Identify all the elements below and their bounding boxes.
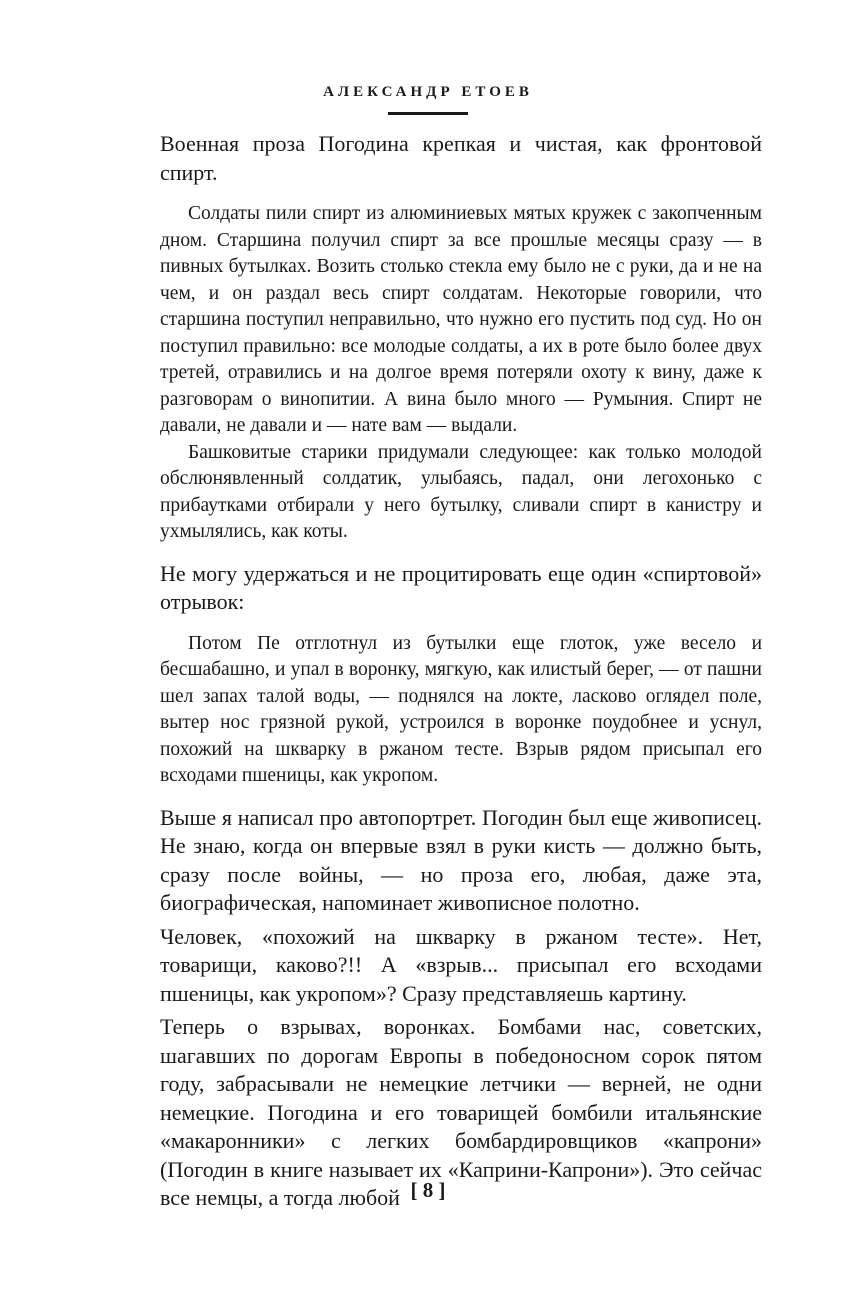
quote-paragraph: Башковитые старики придумали следующее: как только молодой обслюнявленный солдатик, улыбаясь, падал, они легохонько с прибаутками отбирали у него бутылку, сливали спирт в канистру и ухмылялись, как коты. [160,441,762,542]
paragraph-painter: Выше я написал про автопортрет. Погодин был еще живописец. Не знаю, когда он впервые взял в руки кисть — должно быть, сразу после войны, — но проза его, любая, даже эта, биографическая, напоминает живописное полотно. [160,804,762,915]
quote-block-2 [160,631,762,790]
quote-block-1 [160,201,762,546]
paragraph-comment: Человек, «похожий на шкварку в ржаном тесте». Нет, товарищи, каково?!! А «взрыв... присыпал его всходами пшеницы, как укропом»? Сразу представляешь картину. [160,923,762,1006]
page-number [0,1178,856,1203]
quote-paragraph: Потом Пе отглотнул из бутылки еще глоток, уже весело и бесшабашно, и упал в воронку, мягкую, как илистый берег, — от пашни шел запах талой воды, — поднялся на локте, ласково оглядел поле, вытер нос грязной рукой, устроился в воронке поудобнее и уснул, похожий на шкварку в ржаном тесте. Взрыв рядом присыпал его всходами пшеницы, как укропом. [160,632,762,786]
quote-paragraph: Солдаты пили спирт из алюминиевых мятых кружек с закопченным дном. Старшина получил спирт за все прошлые месяцы сразу — в пивных бутылках. Возить столько стекла ему было не с руки, да и не на чем, и он раздал весь спирт солдатам. Некоторые говорили, что старшина поступил неправильно, что нужно его пустить под суд. Но он поступил правильно: все молодые солдаты, а их в роте было более двух третей, отравились и на долгое время потеряли охоту к вину, даже к разговорам о винопитии. А вина было много — Румыния. Спирт не давали, не давали и — нате вам — выдали. [160,203,762,436]
paragraph-bombers: Теперь о взрывах, воронках. Бомбами нас, советских, шагавших по дорогам Европы в победоносном сорок пятом году, забрасывали не немецкие летчики — верней, не одни немецкие. Погодина и его товарищей бомбили итальянские «макаронники» с легких бомбардировщиков «капрони» (Погодин в книге называет их «Каприни-Капрони»). Это сейчас все немцы, а тогда любой [160,1014,762,1210]
paragraph-intro: Военная проза Погодина крепкая и чистая, как фронтовой спирт. [160,131,762,185]
header-rule [388,112,468,115]
page-body [160,130,762,1213]
bracket-right: ] [433,1178,446,1202]
paragraph-citation-lead: Не могу удержаться и не процитировать еще один «спиртовой» отрывок: [160,560,762,614]
bracket-left: [ [410,1178,423,1202]
running-header: АЛЕКСАНДР ЕТОЕВ [323,84,533,100]
page-number-value: 8 [422,1178,434,1202]
